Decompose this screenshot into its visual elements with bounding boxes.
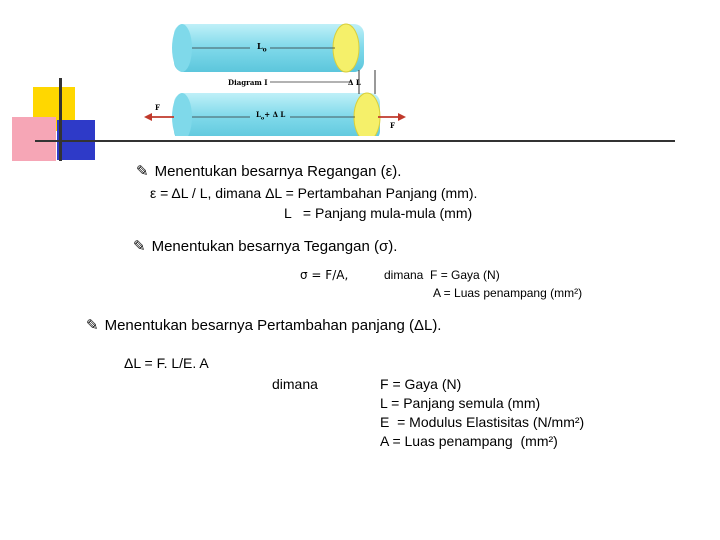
decor-vertical-line <box>59 78 62 161</box>
force-label-left: F <box>155 103 160 112</box>
section1-formula: ε = ΔL / L, dimana ΔL = Pertambahan Panjang (mm). <box>150 185 478 201</box>
section2-formula: σ = F/A, <box>300 268 349 282</box>
pencil-bullet-icon: ✎ <box>133 237 146 255</box>
force-label-right: F <box>390 121 395 130</box>
section1-heading: ✎ Menentukan besarnya Regangan (ε). <box>136 162 402 180</box>
diagram-label-L0: $L_o$ <box>257 41 267 54</box>
section3-def-2: E = Modulus Elastisitas (N/mm²) <box>380 414 585 430</box>
decor-horizontal-line <box>35 140 675 142</box>
diagram-title: Diagram I <box>228 78 268 87</box>
section3-heading: ✎ Menentukan besarnya Pertambahan panjang (ΔL). <box>86 316 442 334</box>
section3-def-0: F = Gaya (N) <box>380 376 462 392</box>
pencil-bullet-icon: ✎ <box>86 316 99 334</box>
original-cylinder <box>172 24 364 72</box>
section2-heading: ✎ Menentukan besarnya Tegangan (σ). <box>133 237 398 255</box>
section3-def-1: L = Panjang semula (mm) <box>380 395 541 411</box>
pencil-bullet-icon: ✎ <box>136 162 149 180</box>
section2-def-line2: A = Luas penampang (mm²) <box>433 286 583 300</box>
decor-pink-square <box>12 117 56 161</box>
section3-dimana: dimana <box>272 376 318 392</box>
section2-def-line1: dimana F = Gaya (N) <box>384 268 500 282</box>
section3-def-3: A = Luas penampang (mm²) <box>380 433 558 449</box>
diagram-label-L0-plus-dL: $L_o+ \Delta$ L <box>256 110 286 122</box>
diagram-label-delta-L: Δ L <box>348 78 361 87</box>
section1-formula-line2: L = Panjang mula-mula (mm) <box>284 205 473 221</box>
section3-formula: ΔL = F. L/E. A <box>124 355 209 371</box>
